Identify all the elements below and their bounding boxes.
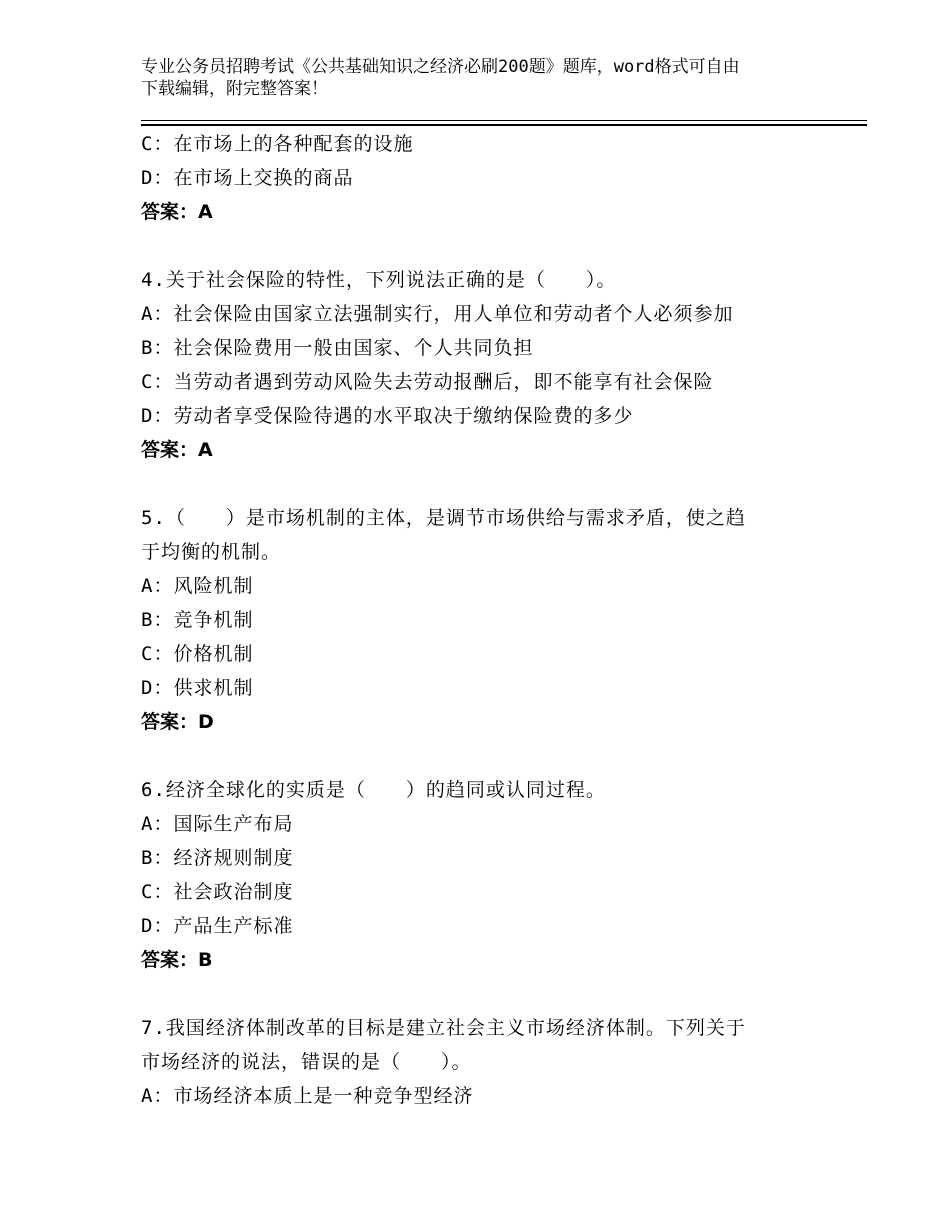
spacer (141, 467, 841, 501)
q5-stem-line-1: 5.（ ）是市场机制的主体，是调节市场供给与需求矛盾，使之趋 (141, 507, 746, 529)
q7-stem-line-2: 市场经济的说法，错误的是（ ）。 (141, 1051, 472, 1073)
spacer (141, 977, 841, 1011)
q6-option-c: C：社会政治制度 (141, 881, 294, 903)
question-7 (141, 1011, 841, 1113)
q6-option-b: B：经济规则制度 (141, 847, 294, 869)
q4-option-c: C：当劳动者遇到劳动风险失去劳动报酬后，即不能享有社会保险 (141, 371, 714, 393)
question-4 (141, 263, 841, 467)
q3-option-d: D：在市场上交换的商品 (141, 167, 354, 189)
header-line-1: 专业公务员招聘考试《公共基础知识之经济必刷200题》题库，word格式可自由 (141, 57, 740, 77)
q5-stem-line-2: 于均衡的机制。 (141, 541, 282, 563)
header-rule-thick (141, 124, 867, 126)
document-body (141, 127, 841, 1113)
spacer (141, 739, 841, 773)
header-rule-thin (141, 120, 867, 121)
q4-option-b: B：社会保险费用一般由国家、个人共同负担 (141, 337, 534, 359)
question-3 (141, 127, 841, 229)
q5-option-a: A：风险机制 (141, 575, 254, 597)
q5-option-b: B：竞争机制 (141, 609, 254, 631)
q4-option-a: A：社会保险由国家立法强制实行，用人单位和劳动者个人必须参加 (141, 303, 734, 325)
q4-answer: 答案：A (141, 439, 213, 461)
header-line-2: 下载编辑，附完整答案！ (141, 79, 328, 99)
q5-option-c: C：价格机制 (141, 643, 254, 665)
document-header (141, 56, 821, 100)
q7-option-a: A：市场经济本质上是一种竞争型经济 (141, 1085, 474, 1107)
q7-stem-line-1: 7.我国经济体制改革的目标是建立社会主义市场经济体制。下列关于 (141, 1017, 746, 1039)
q6-option-d: D：产品生产标准 (141, 915, 294, 937)
q4-option-d: D：劳动者享受保险待遇的水平取决于缴纳保险费的多少 (141, 405, 634, 427)
q6-option-a: A：国际生产布局 (141, 813, 294, 835)
q5-answer: 答案：D (141, 711, 214, 733)
question-5 (141, 501, 841, 739)
q5-option-d: D：供求机制 (141, 677, 254, 699)
q4-stem: 4.关于社会保险的特性，下列说法正确的是（ ）。 (141, 269, 617, 291)
spacer (141, 229, 841, 263)
q3-answer: 答案：A (141, 201, 213, 223)
question-6 (141, 773, 841, 977)
q3-option-c: C：在市场上的各种配套的设施 (141, 133, 414, 155)
q6-stem: 6.经济全球化的实质是（ ）的趋同或认同过程。 (141, 779, 606, 801)
q6-answer: 答案：B (141, 949, 213, 971)
